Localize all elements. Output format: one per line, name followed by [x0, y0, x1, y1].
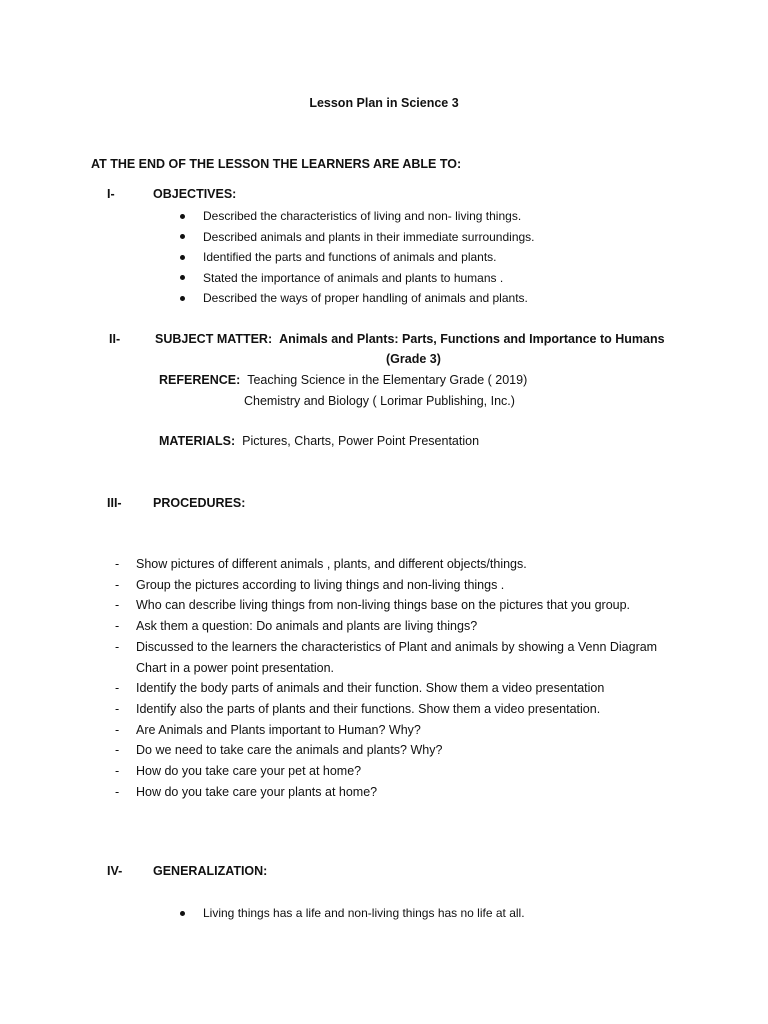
- bullet-icon: [180, 911, 185, 916]
- objectives-list: [178, 206, 535, 309]
- generalization-item: Living things has a life and non-living things has no life at all.: [178, 903, 525, 924]
- reference-line-2: Chemistry and Biology ( Lorimar Publishing, Inc.): [244, 394, 515, 408]
- generalization-list: [178, 903, 525, 924]
- materials-value: Pictures, Charts, Power Point Presentation: [242, 434, 480, 448]
- page-title: Lesson Plan in Science 3: [309, 96, 459, 110]
- objectives-number: I-: [107, 187, 115, 201]
- procedure-item: - Do we need to take care the animals and plants? Why?: [115, 743, 443, 758]
- procedure-item: - Group the pictures according to living things and non-living things .: [115, 577, 505, 592]
- procedures-list: [115, 554, 675, 802]
- procedure-item: - Show pictures of different animals , plants, and different objects/things.: [115, 557, 527, 571]
- generalization-heading: GENERALIZATION:: [153, 864, 268, 878]
- procedure-item: - Discussed to the learners the characteristics of Plant and animals by showing a Venn Diagram Chart in a power point presentation.: [115, 639, 658, 675]
- procedure-item: - How do you take care your pet at home?: [115, 764, 362, 779]
- objective-item: Described the characteristics of living and non- living things.: [178, 206, 535, 227]
- procedure-item: - Ask them a question: Do animals and plants are living things?: [115, 619, 478, 634]
- bullet-icon: [180, 296, 185, 301]
- objective-item: Described the ways of proper handling of animals and plants.: [178, 288, 535, 309]
- generalization-number: IV-: [107, 864, 123, 878]
- objectives-heading: OBJECTIVES:: [153, 187, 237, 201]
- subject-matter-grade: (Grade 3): [386, 352, 441, 366]
- bullet-icon: [180, 234, 185, 239]
- reference-value: Teaching Science in the Elementary Grade ( 2019): [247, 373, 528, 387]
- reference-line: [159, 373, 527, 387]
- materials-label: MATERIALS:: [159, 434, 236, 448]
- bullet-icon: [180, 255, 185, 260]
- bullet-icon: [180, 275, 185, 280]
- subject-matter-topic: Animals and Plants: Parts, Functions and Importance to Humans: [279, 332, 665, 346]
- procedures-number: III-: [107, 496, 122, 510]
- objective-item: Stated the importance of animals and plants to humans .: [178, 268, 535, 289]
- intro-statement: AT THE END OF THE LESSON THE LEARNERS ARE ABLE TO:: [91, 157, 462, 171]
- procedure-item: - How do you take care your plants at home?: [115, 784, 378, 799]
- procedures-heading: PROCEDURES:: [153, 496, 246, 510]
- subject-matter-heading: SUBJECT MATTER:: [155, 332, 273, 346]
- procedure-item: - Are Animals and Plants important to Human? Why?: [115, 722, 421, 737]
- procedure-item: - Identify the body parts of animals and their function. Show them a video presentation: [115, 681, 605, 696]
- subject-matter-line: [155, 332, 665, 346]
- bullet-icon: [180, 214, 185, 219]
- procedure-item: - Identify also the parts of plants and their functions. Show them a video presentation.: [115, 701, 601, 716]
- procedure-item: - Who can describe living things from non-living things base on the pictures that you group.: [115, 598, 631, 613]
- materials-line: [159, 434, 479, 448]
- objective-item: Described animals and plants in their immediate surroundings.: [178, 227, 535, 248]
- reference-label: REFERENCE:: [159, 373, 241, 387]
- subject-matter-number: II-: [109, 332, 121, 346]
- objective-item: Identified the parts and functions of animals and plants.: [178, 247, 535, 268]
